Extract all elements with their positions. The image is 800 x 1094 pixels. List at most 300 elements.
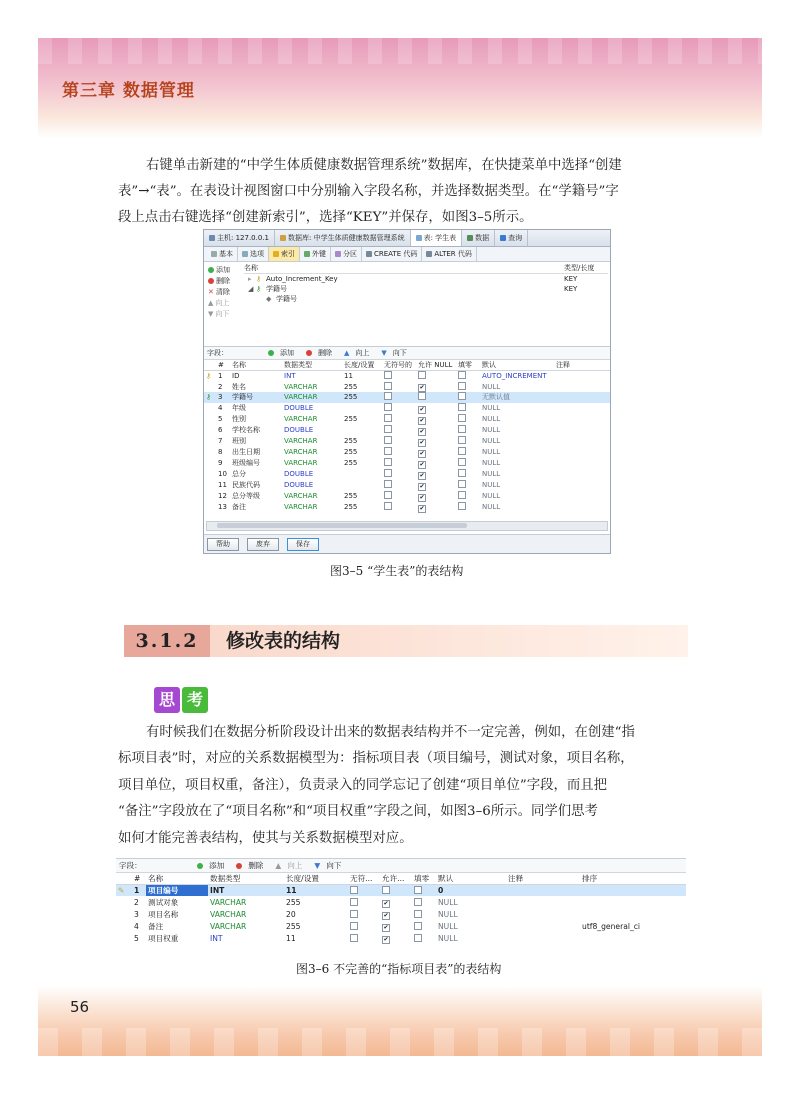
row-marker (204, 469, 216, 480)
field-type[interactable]: INT (208, 885, 284, 897)
table-row[interactable] (204, 502, 610, 513)
table-toolbar (204, 247, 610, 262)
expand-icon: ▸ (248, 275, 252, 283)
para2-line: “备注”字段放在了“项目名称”和“项目权重”字段之间，如图3–6所示。同学们思考 (118, 804, 598, 820)
field-default[interactable]: NULL (482, 437, 501, 446)
row-marker (204, 480, 216, 491)
field-delete-button[interactable]: 删除 (236, 859, 269, 872)
field-type[interactable]: VARCHAR (284, 459, 318, 468)
checkbox[interactable] (458, 403, 466, 411)
row-number: 8 (218, 448, 223, 457)
field-comment[interactable] (506, 932, 580, 944)
checkbox-checked[interactable]: ✔ (419, 427, 425, 435)
checkbox[interactable] (384, 469, 392, 477)
checkbox[interactable] (458, 414, 466, 422)
table-row[interactable] (204, 392, 610, 402)
row-marker (116, 885, 132, 897)
checkbox[interactable] (414, 898, 422, 906)
checkbox[interactable] (350, 886, 358, 894)
think-char: 考 (182, 687, 208, 713)
table-row[interactable] (204, 425, 610, 436)
section-number: 3.1.2 (124, 625, 210, 657)
field-name[interactable]: 班别 (232, 437, 246, 446)
allow-null-cell (380, 908, 412, 920)
checkbox[interactable] (384, 371, 392, 379)
field-name[interactable]: 出生日期 (232, 448, 260, 457)
field-default[interactable]: NULL (482, 415, 501, 424)
checkbox[interactable] (382, 886, 390, 894)
unsigned-cell (382, 392, 416, 402)
index-list-header: 名称 类型/长度 (244, 264, 608, 274)
index-delete-button[interactable]: 删除 (208, 276, 240, 287)
checkbox[interactable] (384, 425, 392, 433)
zerofill-cell (456, 436, 480, 447)
field-default[interactable]: NULL (438, 909, 458, 919)
row-number: 10 (218, 470, 227, 479)
fields-grid (116, 873, 686, 944)
checkbox[interactable] (414, 934, 422, 942)
field-comment[interactable] (554, 403, 610, 414)
allow-null-cell (380, 920, 412, 932)
section-header (124, 625, 688, 657)
checkbox[interactable] (384, 447, 392, 455)
checkbox[interactable] (384, 458, 392, 466)
table-row[interactable] (204, 491, 610, 502)
field-type[interactable]: INT (210, 933, 223, 943)
table-row[interactable] (204, 403, 610, 414)
table-row[interactable] (204, 371, 610, 382)
checkbox-checked[interactable]: ✔ (419, 493, 425, 501)
table-row[interactable] (204, 480, 610, 491)
field-comment[interactable] (554, 458, 610, 469)
field-comment[interactable] (554, 491, 610, 502)
index-up-button[interactable]: ▲ 向上 (208, 299, 230, 307)
table-row[interactable] (116, 908, 686, 920)
allow-null-cell (416, 392, 456, 402)
tab-database[interactable]: 数据库: 中学生体质健康数据管理系统 (275, 230, 411, 246)
para2-line: 项目单位，项目权重，备注），负责录入的同学忘记了创建“项目单位”字段，而且把 (118, 777, 608, 793)
checkbox-checked[interactable]: ✔ (419, 504, 425, 512)
chapter-title: 第三章 数据管理 (62, 81, 195, 101)
row-number: 1 (218, 372, 223, 381)
unsigned-cell (382, 371, 416, 382)
field-name[interactable]: 总分 (232, 470, 246, 479)
checkbox[interactable] (418, 392, 426, 400)
field-length[interactable]: 255 (286, 921, 301, 931)
unsigned-cell (382, 502, 416, 513)
tab-partition[interactable]: 分区 (331, 247, 362, 261)
checkbox[interactable] (458, 371, 466, 379)
field-comment[interactable] (554, 392, 610, 402)
field-collation[interactable] (580, 885, 686, 897)
field-default[interactable]: NULL (482, 426, 501, 435)
para2-line: 标项目表”时，对应的关系数据模型为：指标项目表（项目编号，测试对象，项目名称， (118, 751, 634, 767)
allow-null-cell (416, 469, 456, 480)
row-number: 5 (218, 415, 223, 424)
field-default[interactable]: NULL (482, 404, 501, 413)
allow-null-cell (416, 425, 456, 436)
field-name[interactable]: 年级 (232, 404, 246, 413)
allow-null-cell (416, 403, 456, 414)
row-number: 7 (218, 437, 223, 446)
field-add-button[interactable]: 添加 (197, 859, 230, 872)
tab-data[interactable]: 数据 (462, 230, 495, 246)
allow-null-cell (380, 896, 412, 908)
checkbox[interactable] (458, 425, 466, 433)
zerofill-cell (412, 920, 436, 932)
allow-null-cell (416, 502, 456, 513)
field-type[interactable]: DOUBLE (284, 470, 314, 479)
row-marker (204, 381, 216, 392)
table-row[interactable] (116, 932, 686, 944)
field-down-button[interactable]: ▼ 向下 (381, 349, 407, 357)
row-number: 1 (132, 885, 146, 897)
field-comment[interactable] (506, 908, 580, 920)
field-type[interactable]: VARCHAR (284, 448, 318, 457)
checkbox[interactable] (458, 458, 466, 466)
row-marker (204, 458, 216, 469)
checkbox[interactable] (458, 392, 466, 400)
tab-options[interactable]: 选项 (238, 247, 269, 261)
field-length[interactable]: 11 (344, 372, 353, 381)
table-row[interactable] (204, 469, 610, 480)
zerofill-cell (412, 932, 436, 944)
fields-toolbar: 字段： 添加 删除 ▲ 向上 ▼ 向下 (204, 347, 610, 360)
checkbox-checked[interactable]: ✔ (419, 438, 425, 446)
unsigned-cell (348, 932, 380, 944)
field-comment[interactable] (554, 425, 610, 436)
key-icon (304, 251, 310, 257)
discard-button[interactable]: 废弃 (247, 538, 279, 551)
arrow-down-icon: ▼ (208, 310, 214, 318)
database-icon (280, 235, 286, 241)
allow-null-cell (380, 932, 412, 944)
tab-host[interactable]: 主机: 127.0.0.1 (204, 230, 275, 246)
checkbox[interactable] (384, 403, 392, 411)
table-row[interactable] (116, 920, 686, 932)
unsigned-cell (382, 480, 416, 491)
key-icon: ⚷ (206, 372, 212, 381)
table-row[interactable] (204, 414, 610, 425)
delete-icon (236, 863, 242, 869)
field-comment[interactable] (554, 414, 610, 425)
field-comment[interactable] (554, 447, 610, 458)
checkbox[interactable] (458, 447, 466, 455)
save-button[interactable]: 保存 (287, 538, 319, 551)
tab-foreign-key[interactable]: 外键 (300, 247, 331, 261)
checkbox[interactable] (384, 414, 392, 422)
field-name[interactable]: 学校名称 (232, 426, 260, 435)
checkbox-checked[interactable]: ✔ (383, 936, 389, 943)
field-comment[interactable] (554, 381, 610, 392)
key-icon: ✎ (118, 886, 125, 895)
checkbox[interactable] (384, 436, 392, 444)
checkbox[interactable] (384, 480, 392, 488)
delete-icon (306, 350, 312, 356)
field-type[interactable]: VARCHAR (284, 503, 318, 512)
index-clear-button[interactable]: ✕ 清除 (208, 288, 230, 296)
arrow-up-icon: ▲ (275, 861, 282, 870)
field-type[interactable]: INT (284, 372, 296, 381)
field-name[interactable]: 备注 (148, 921, 164, 931)
field-length[interactable]: 255 (344, 459, 358, 468)
checkbox-checked[interactable]: ✔ (419, 460, 425, 468)
row-number: 3 (134, 909, 139, 919)
field-length[interactable]: 255 (344, 492, 358, 501)
unsigned-cell (348, 896, 380, 908)
row-marker (116, 908, 132, 920)
row-marker (204, 371, 216, 382)
para1-line: 表”→“表”。在表设计视图窗口中分别输入字段名称，并选择数据类型。在“学籍号”字 (118, 184, 619, 199)
key-icon: ⚷ (256, 285, 262, 293)
paragraph-1 (118, 153, 688, 231)
field-add-button[interactable]: 添加 (268, 347, 300, 359)
field-type[interactable]: VARCHAR (282, 392, 342, 402)
basic-icon (211, 251, 217, 257)
checkbox[interactable] (458, 382, 466, 390)
help-button[interactable]: 帮助 (207, 538, 239, 551)
field-default[interactable]: NULL (482, 503, 501, 512)
tab-alter-code[interactable]: ALTER 代码 (422, 247, 477, 261)
zerofill-cell (412, 885, 436, 897)
diamond-icon: ◆ (266, 295, 272, 303)
field-collation[interactable] (580, 908, 686, 920)
checkbox-checked[interactable]: ✔ (419, 416, 425, 424)
field-default[interactable]: NULL (482, 492, 501, 501)
row-marker (116, 896, 132, 908)
table-row[interactable] (204, 447, 610, 458)
field-length[interactable]: 11 (286, 933, 296, 943)
para2-line: 如何才能完善表结构，使其与关系数据模型对应。 (118, 830, 413, 846)
checkbox[interactable] (458, 469, 466, 477)
unsigned-cell (382, 469, 416, 480)
checkbox-checked[interactable]: ✔ (419, 405, 425, 413)
page-number: 56 (70, 998, 90, 1016)
field-collation[interactable] (580, 932, 686, 944)
unsigned-cell (382, 414, 416, 425)
field-name[interactable]: 民族代码 (232, 481, 260, 490)
allow-null-cell (416, 480, 456, 491)
field-type[interactable]: DOUBLE (284, 404, 314, 413)
field-default[interactable]: AUTO_INCREMENT (482, 372, 547, 381)
checkbox[interactable] (384, 392, 392, 400)
checkbox-checked[interactable]: ✔ (383, 924, 389, 931)
checkbox[interactable] (350, 934, 358, 942)
field-length[interactable] (342, 480, 382, 491)
footer-band (38, 986, 762, 1056)
field-comment[interactable] (554, 469, 610, 480)
field-default[interactable]: NULL (482, 448, 501, 457)
row-number: 3 (216, 392, 230, 402)
table-row[interactable] (116, 885, 686, 897)
field-length[interactable]: 11 (284, 885, 348, 897)
zerofill-cell (456, 491, 480, 502)
field-name[interactable]: ID (232, 372, 240, 381)
field-length[interactable]: 255 (286, 897, 301, 907)
field-default[interactable]: NULL (438, 933, 458, 943)
tab-basic[interactable]: 基本 (207, 247, 238, 261)
unsigned-cell (382, 425, 416, 436)
field-type[interactable]: DOUBLE (284, 481, 314, 490)
unsigned-cell (382, 403, 416, 414)
field-down-button[interactable]: ▼ 向下 (314, 861, 342, 870)
field-default[interactable]: NULL (482, 470, 501, 479)
unsigned-cell (382, 491, 416, 502)
checkbox-checked[interactable]: ✔ (383, 900, 389, 907)
checkbox[interactable] (414, 886, 422, 894)
play-icon (500, 235, 506, 241)
tab-index[interactable]: 索引 (269, 247, 300, 261)
field-type[interactable]: VARCHAR (284, 382, 318, 391)
field-length[interactable]: 255 (344, 503, 358, 512)
field-type[interactable]: VARCHAR (210, 897, 247, 907)
field-name[interactable]: 备注 (232, 503, 246, 512)
field-comment[interactable] (554, 502, 610, 513)
incomplete-table-window (116, 858, 686, 949)
field-length[interactable]: 20 (286, 909, 296, 919)
field-default[interactable]: 无默认值 (480, 392, 554, 402)
paragraph-2 (118, 720, 688, 852)
unsigned-cell (348, 908, 380, 920)
field-comment[interactable] (554, 371, 610, 382)
field-type[interactable]: DOUBLE (284, 426, 314, 435)
field-default[interactable]: NULL (482, 382, 501, 391)
clear-icon: ✕ (208, 288, 214, 296)
allow-null-cell (416, 371, 456, 382)
unsigned-cell (382, 381, 416, 392)
checkbox-checked[interactable]: ✔ (383, 912, 389, 919)
field-length[interactable] (342, 425, 382, 436)
field-default[interactable]: NULL (482, 481, 501, 490)
field-comment[interactable] (506, 896, 580, 908)
field-name[interactable]: 姓名 (232, 382, 246, 391)
unsigned-cell (382, 436, 416, 447)
field-name[interactable]: 总分等级 (232, 492, 260, 501)
field-length[interactable]: 255 (342, 392, 382, 402)
row-number: 6 (218, 426, 223, 435)
allow-null-cell (380, 885, 412, 897)
field-default[interactable]: NULL (482, 459, 501, 468)
field-comment[interactable] (506, 885, 580, 897)
field-name[interactable]: 学籍号 (230, 392, 282, 402)
checkbox[interactable] (350, 922, 358, 930)
row-number: 4 (134, 921, 139, 931)
zerofill-cell (456, 381, 480, 392)
field-default[interactable]: NULL (438, 897, 458, 907)
checkbox[interactable] (458, 480, 466, 488)
field-name[interactable]: 项目权重 (148, 933, 179, 943)
checkbox[interactable] (418, 371, 426, 379)
window-tabbar (204, 230, 610, 247)
table-row[interactable] (204, 436, 610, 447)
table-row[interactable] (116, 896, 686, 908)
zerofill-cell (456, 425, 480, 436)
checkbox[interactable] (384, 491, 392, 499)
tab-query[interactable]: 查询 (495, 230, 528, 246)
checkbox[interactable] (350, 910, 358, 918)
checkbox[interactable] (458, 491, 466, 499)
field-name[interactable]: 测试对象 (148, 897, 179, 907)
field-type[interactable]: VARCHAR (284, 415, 318, 424)
row-marker (116, 920, 132, 932)
checkbox[interactable] (384, 382, 392, 390)
field-default[interactable]: NULL (438, 921, 458, 931)
horizontal-scrollbar[interactable] (206, 521, 608, 531)
field-comment[interactable] (506, 920, 580, 932)
checkbox-checked[interactable]: ✔ (419, 471, 425, 479)
allow-null-cell (416, 414, 456, 425)
checkbox[interactable] (384, 502, 392, 510)
index-down-button[interactable]: ▼ 向下 (208, 310, 230, 318)
row-number: 13 (218, 503, 227, 512)
checkbox[interactable] (414, 910, 422, 918)
checkbox[interactable] (414, 922, 422, 930)
field-type[interactable]: VARCHAR (284, 437, 318, 446)
checkbox-checked[interactable]: ✔ (419, 449, 425, 457)
unsigned-cell (348, 885, 380, 897)
row-number: 2 (218, 382, 223, 391)
checkbox-checked[interactable]: ✔ (419, 384, 425, 392)
index-add-button[interactable]: 添加 (208, 265, 240, 276)
think-char: 思 (154, 687, 180, 713)
checkbox[interactable] (458, 502, 466, 510)
key-icon: ⚷ (256, 275, 262, 283)
field-up-button[interactable]: ▲ 向上 (275, 861, 303, 870)
index-item[interactable]: ▸ ⚷ Auto_Increment_Key KEY (248, 275, 578, 283)
tab-create-code[interactable]: CREATE 代码 (362, 247, 422, 261)
row-marker (204, 436, 216, 447)
field-name[interactable]: 班级编号 (232, 459, 260, 468)
field-type[interactable]: VARCHAR (210, 921, 247, 931)
field-collation[interactable] (580, 896, 686, 908)
field-type[interactable]: VARCHAR (210, 909, 247, 919)
arrow-up-icon: ▲ (344, 349, 350, 357)
field-default[interactable]: 0 (436, 885, 506, 897)
field-comment[interactable] (554, 436, 610, 447)
arrow-up-icon: ▲ (208, 299, 214, 307)
figure-caption: 图3–6 不完善的“指标项目表”的表结构 (296, 962, 502, 976)
field-length[interactable]: 255 (344, 415, 358, 424)
field-comment[interactable] (554, 480, 610, 491)
field-name[interactable]: 项目名称 (148, 909, 179, 919)
field-delete-button[interactable]: 删除 (306, 347, 338, 359)
table-row[interactable] (204, 458, 610, 469)
row-number: 9 (218, 459, 223, 468)
checkbox-checked[interactable]: ✔ (419, 482, 425, 490)
field-length[interactable]: 255 (344, 437, 358, 446)
checkbox[interactable] (458, 436, 466, 444)
arrow-down-icon: ▼ (314, 861, 321, 870)
index-column-item[interactable]: ◆ 学籍号 (266, 295, 297, 303)
table-row[interactable] (204, 381, 610, 392)
tab-table[interactable]: 表: 学生表 (411, 230, 463, 246)
checkbox[interactable] (350, 898, 358, 906)
field-collation[interactable]: utf8_general_ci (582, 921, 641, 931)
field-length[interactable]: 255 (344, 448, 358, 457)
index-item[interactable]: ◢ ⚷ 学籍号 KEY (248, 285, 578, 293)
field-type[interactable]: VARCHAR (284, 492, 318, 501)
row-marker (204, 392, 216, 402)
field-name[interactable]: 性别 (232, 415, 246, 424)
para2-line: 有时候我们在数据分析阶段设计出来的数据表结构并不一定完善，例如，在创建“指 (146, 725, 635, 740)
field-up-button[interactable]: ▲ 向上 (344, 349, 370, 357)
field-length[interactable] (342, 403, 382, 414)
unsigned-cell (382, 458, 416, 469)
wrench-icon (242, 251, 248, 257)
field-length[interactable]: 255 (344, 382, 358, 391)
field-length[interactable] (342, 469, 382, 480)
field-name[interactable]: 项目编号 (146, 885, 208, 897)
